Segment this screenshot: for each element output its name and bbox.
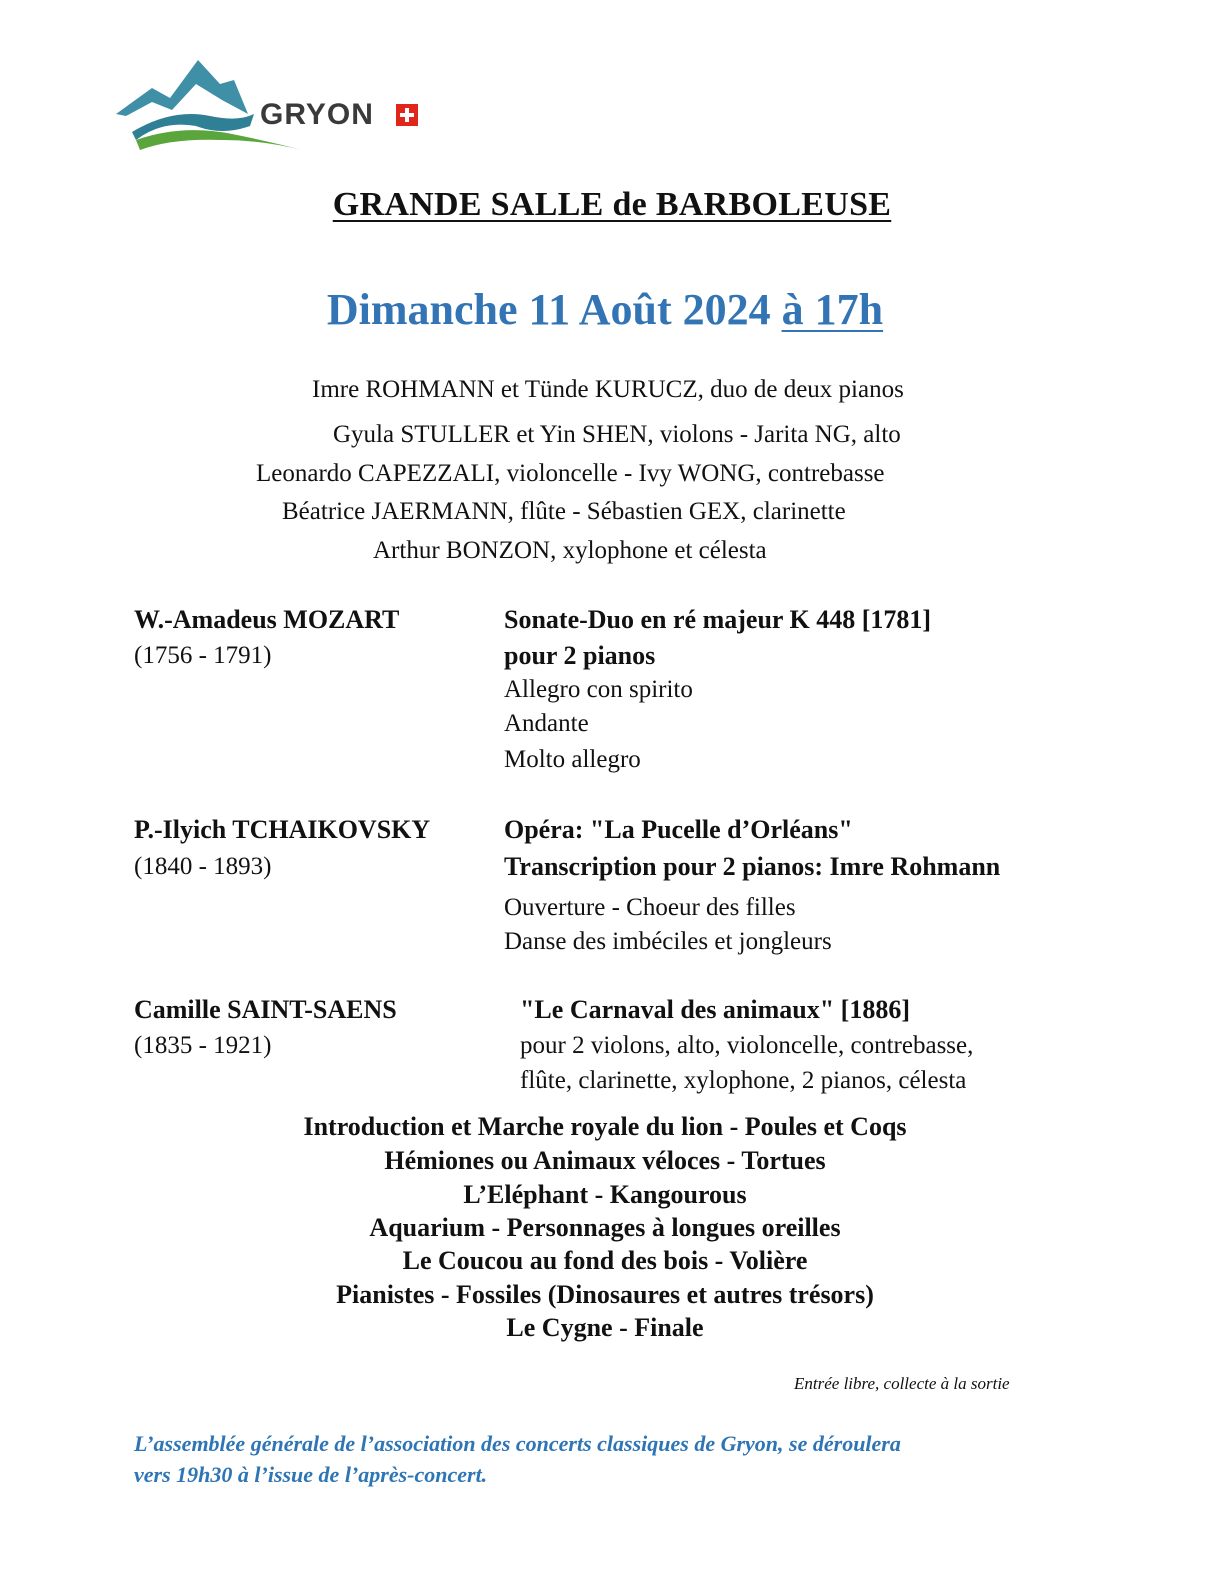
work-title: Sonate-Duo en ré majeur K 448 [1781] <box>504 605 932 634</box>
instrumentation-line: flûte, clarinette, xylophone, 2 pianos, célesta <box>520 1067 967 1094</box>
assembly-line: vers 19h30 à l’issue de l’après-concert. <box>134 1462 488 1487</box>
gryon-logo <box>112 54 432 154</box>
composer-name: Camille SAINT-SAENS <box>134 995 397 1024</box>
assembly-line: L’assemblée générale de l’association des concerts classiques de Gryon, se déroulera <box>134 1431 901 1456</box>
movement-item: Danse des imbéciles et jongleurs <box>504 928 832 955</box>
carnival-movement: Aquarium - Personnages à longues oreilles <box>369 1213 841 1242</box>
work-subtitle: Transcription pour 2 pianos: Imre Rohmann <box>504 852 1001 881</box>
performer-line: Gyula STULLER et Yin SHEN, violons - Jarita NG, alto <box>333 421 901 448</box>
logo-wordmark: GRYON <box>260 98 374 131</box>
work-title: Opéra: "La Pucelle d’Orléans" <box>504 815 853 844</box>
performer-line: Arthur BONZON, xylophone et célesta <box>373 537 767 564</box>
composer-name: W.-Amadeus MOZART <box>134 605 400 634</box>
work-title: "Le Carnaval des animaux" [1886] <box>520 995 910 1024</box>
venue-heading <box>0 186 1224 224</box>
composer-name: P.-Ilyich TCHAIKOVSKY <box>134 815 431 844</box>
carnival-movement: Le Cygne - Finale <box>506 1313 704 1342</box>
movement-item: Ouverture - Choeur des filles <box>504 894 796 921</box>
carnival-movement: Pianistes - Fossiles (Dinosaures et autres trésors) <box>336 1280 874 1309</box>
carnival-movement: Hémiones ou Animaux véloces - Tortues <box>384 1146 826 1175</box>
movement-item: Andante <box>504 710 589 737</box>
composer-years: (1840 - 1893) <box>134 853 272 880</box>
instrumentation-line: pour 2 violons, alto, violoncelle, contrebasse, <box>520 1032 974 1059</box>
carnival-movement: Le Coucou au fond des bois - Volière <box>402 1246 808 1275</box>
assembly-note <box>134 1428 1094 1490</box>
concert-date <box>0 284 1210 335</box>
performer-line: Leonardo CAPEZZALI, violoncelle - Ivy WONG, contrebasse <box>256 460 885 487</box>
composer-years: (1756 - 1791) <box>134 642 272 669</box>
composer-years: (1835 - 1921) <box>134 1032 272 1059</box>
movement-item: Allegro con spirito <box>504 676 693 703</box>
entry-note: Entrée libre, collecte à la sortie <box>794 1374 1010 1393</box>
venue-title: GRANDE SALLE de BARBOLEUSE <box>332 186 892 223</box>
carnival-movement: Introduction et Marche royale du lion - Poules et Coqs <box>303 1112 907 1141</box>
date-time: à 17h <box>781 285 884 334</box>
performer-line: Béatrice JAERMANN, flûte - Sébastien GEX, clarinette <box>282 498 846 525</box>
performer-line: Imre ROHMANN et Tünde KURUCZ, duo de deux pianos <box>312 376 904 403</box>
work-subtitle: pour 2 pianos <box>504 641 656 670</box>
date-day: Dimanche 11 Août 2024 <box>326 285 771 334</box>
carnival-movement: L’Eléphant - Kangourous <box>463 1180 747 1209</box>
swiss-flag-icon <box>396 104 418 126</box>
movement-item: Molto allegro <box>504 746 641 773</box>
